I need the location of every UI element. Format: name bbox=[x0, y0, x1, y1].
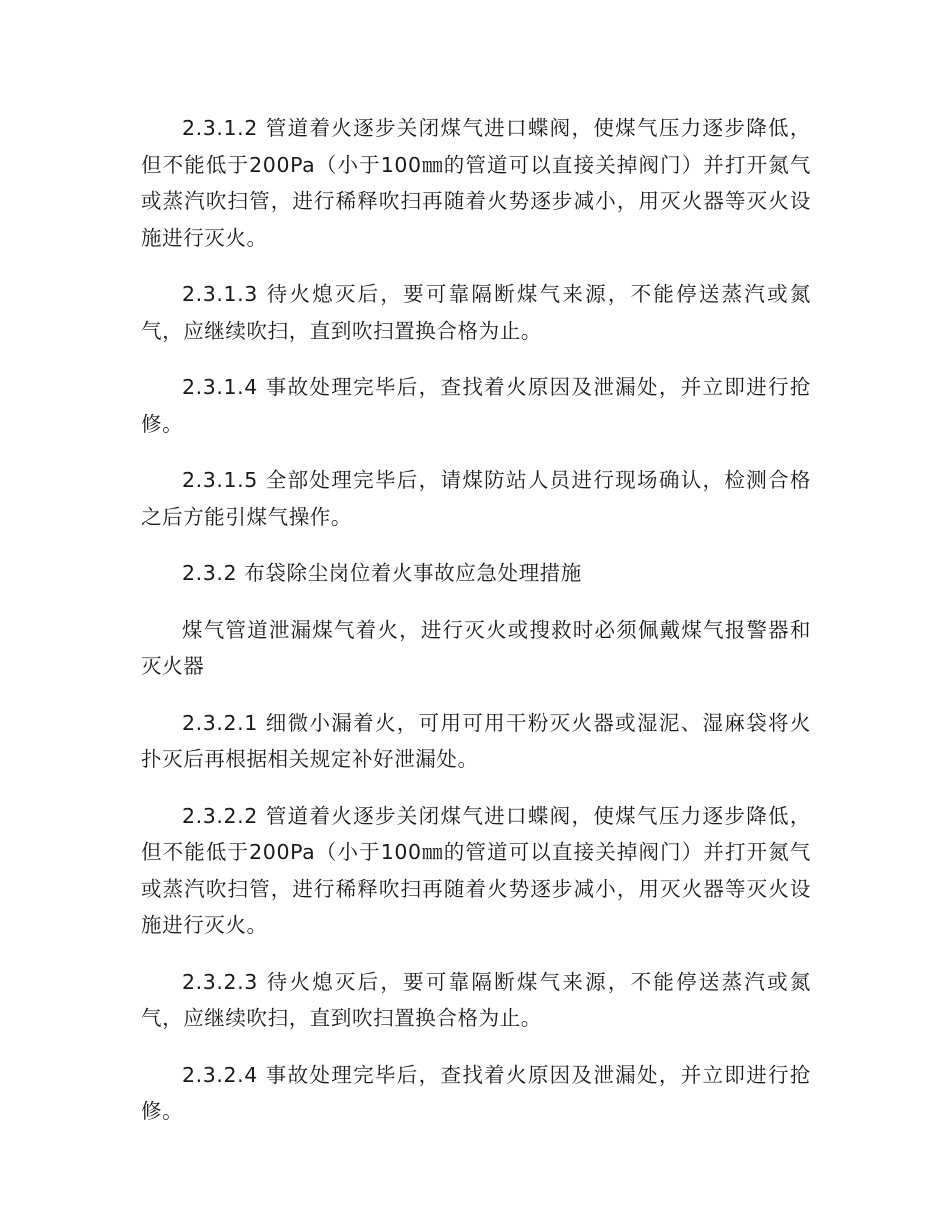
paragraph-2-3-2-4: 2.3.2.4 事故处理完毕后，查找着火原因及泄漏处，并立即进行抢修。 bbox=[141, 1062, 811, 1123]
paragraph-2-3-2-2: 2.3.2.2 管道着火逐步关闭煤气进口蝶阀，使煤气压力逐步降低，但不能低于200Pa（小于100㎜的管道可以直接关掉阀门）并打开氮气或蒸汽吹扫管，进行稀释吹扫再随着火势逐步减小，用灭火器等灭火设施进行灭火。 bbox=[141, 803, 811, 937]
paragraph-2-3-2-1: 2.3.2.1 细微小漏着火，可用可用干粉灭火器或湿泥、湿麻袋将火扑灭后再根据相关规定补好泄漏处。 bbox=[141, 710, 811, 771]
section-heading-2-3-2: 2.3.2 布袋除尘岗位着火事故应急处理措施 bbox=[182, 561, 582, 585]
paragraph-2-3-1-4: 2.3.1.4 事故处理完毕后，查找着火原因及泄漏处，并立即进行抢修。 bbox=[141, 375, 811, 436]
paragraph-intro: 煤气管道泄漏煤气着火，进行灭火或搜救时必须佩戴煤气报警器和灭火器 bbox=[141, 617, 811, 678]
paragraph-2-3-1-3: 2.3.1.3 待火熄灭后，要可靠隔断煤气来源，不能停送蒸汽或氮气，应继续吹扫，直到吹扫置换合格为止。 bbox=[141, 282, 811, 343]
paragraph-2-3-2-3: 2.3.2.3 待火熄灭后，要可靠隔断煤气来源，不能停送蒸汽或氮气，应继续吹扫，直到吹扫置换合格为止。 bbox=[141, 969, 811, 1030]
paragraph-2-3-1-5: 2.3.1.5 全部处理完毕后，请煤防站人员进行现场确认，检测合格之后方能引煤气操作。 bbox=[141, 468, 811, 529]
paragraph-2-3-1-2: 2.3.1.2 管道着火逐步关闭煤气进口蝶阀，使煤气压力逐步降低，但不能低于200Pa（小于100㎜的管道可以直接关掉阀门）并打开氮气或蒸汽吹扫管，进行稀释吹扫再随着火势逐步减小，用灭火器等灭火设施进行灭火。 bbox=[141, 116, 811, 250]
document-body bbox=[141, 110, 811, 1150]
